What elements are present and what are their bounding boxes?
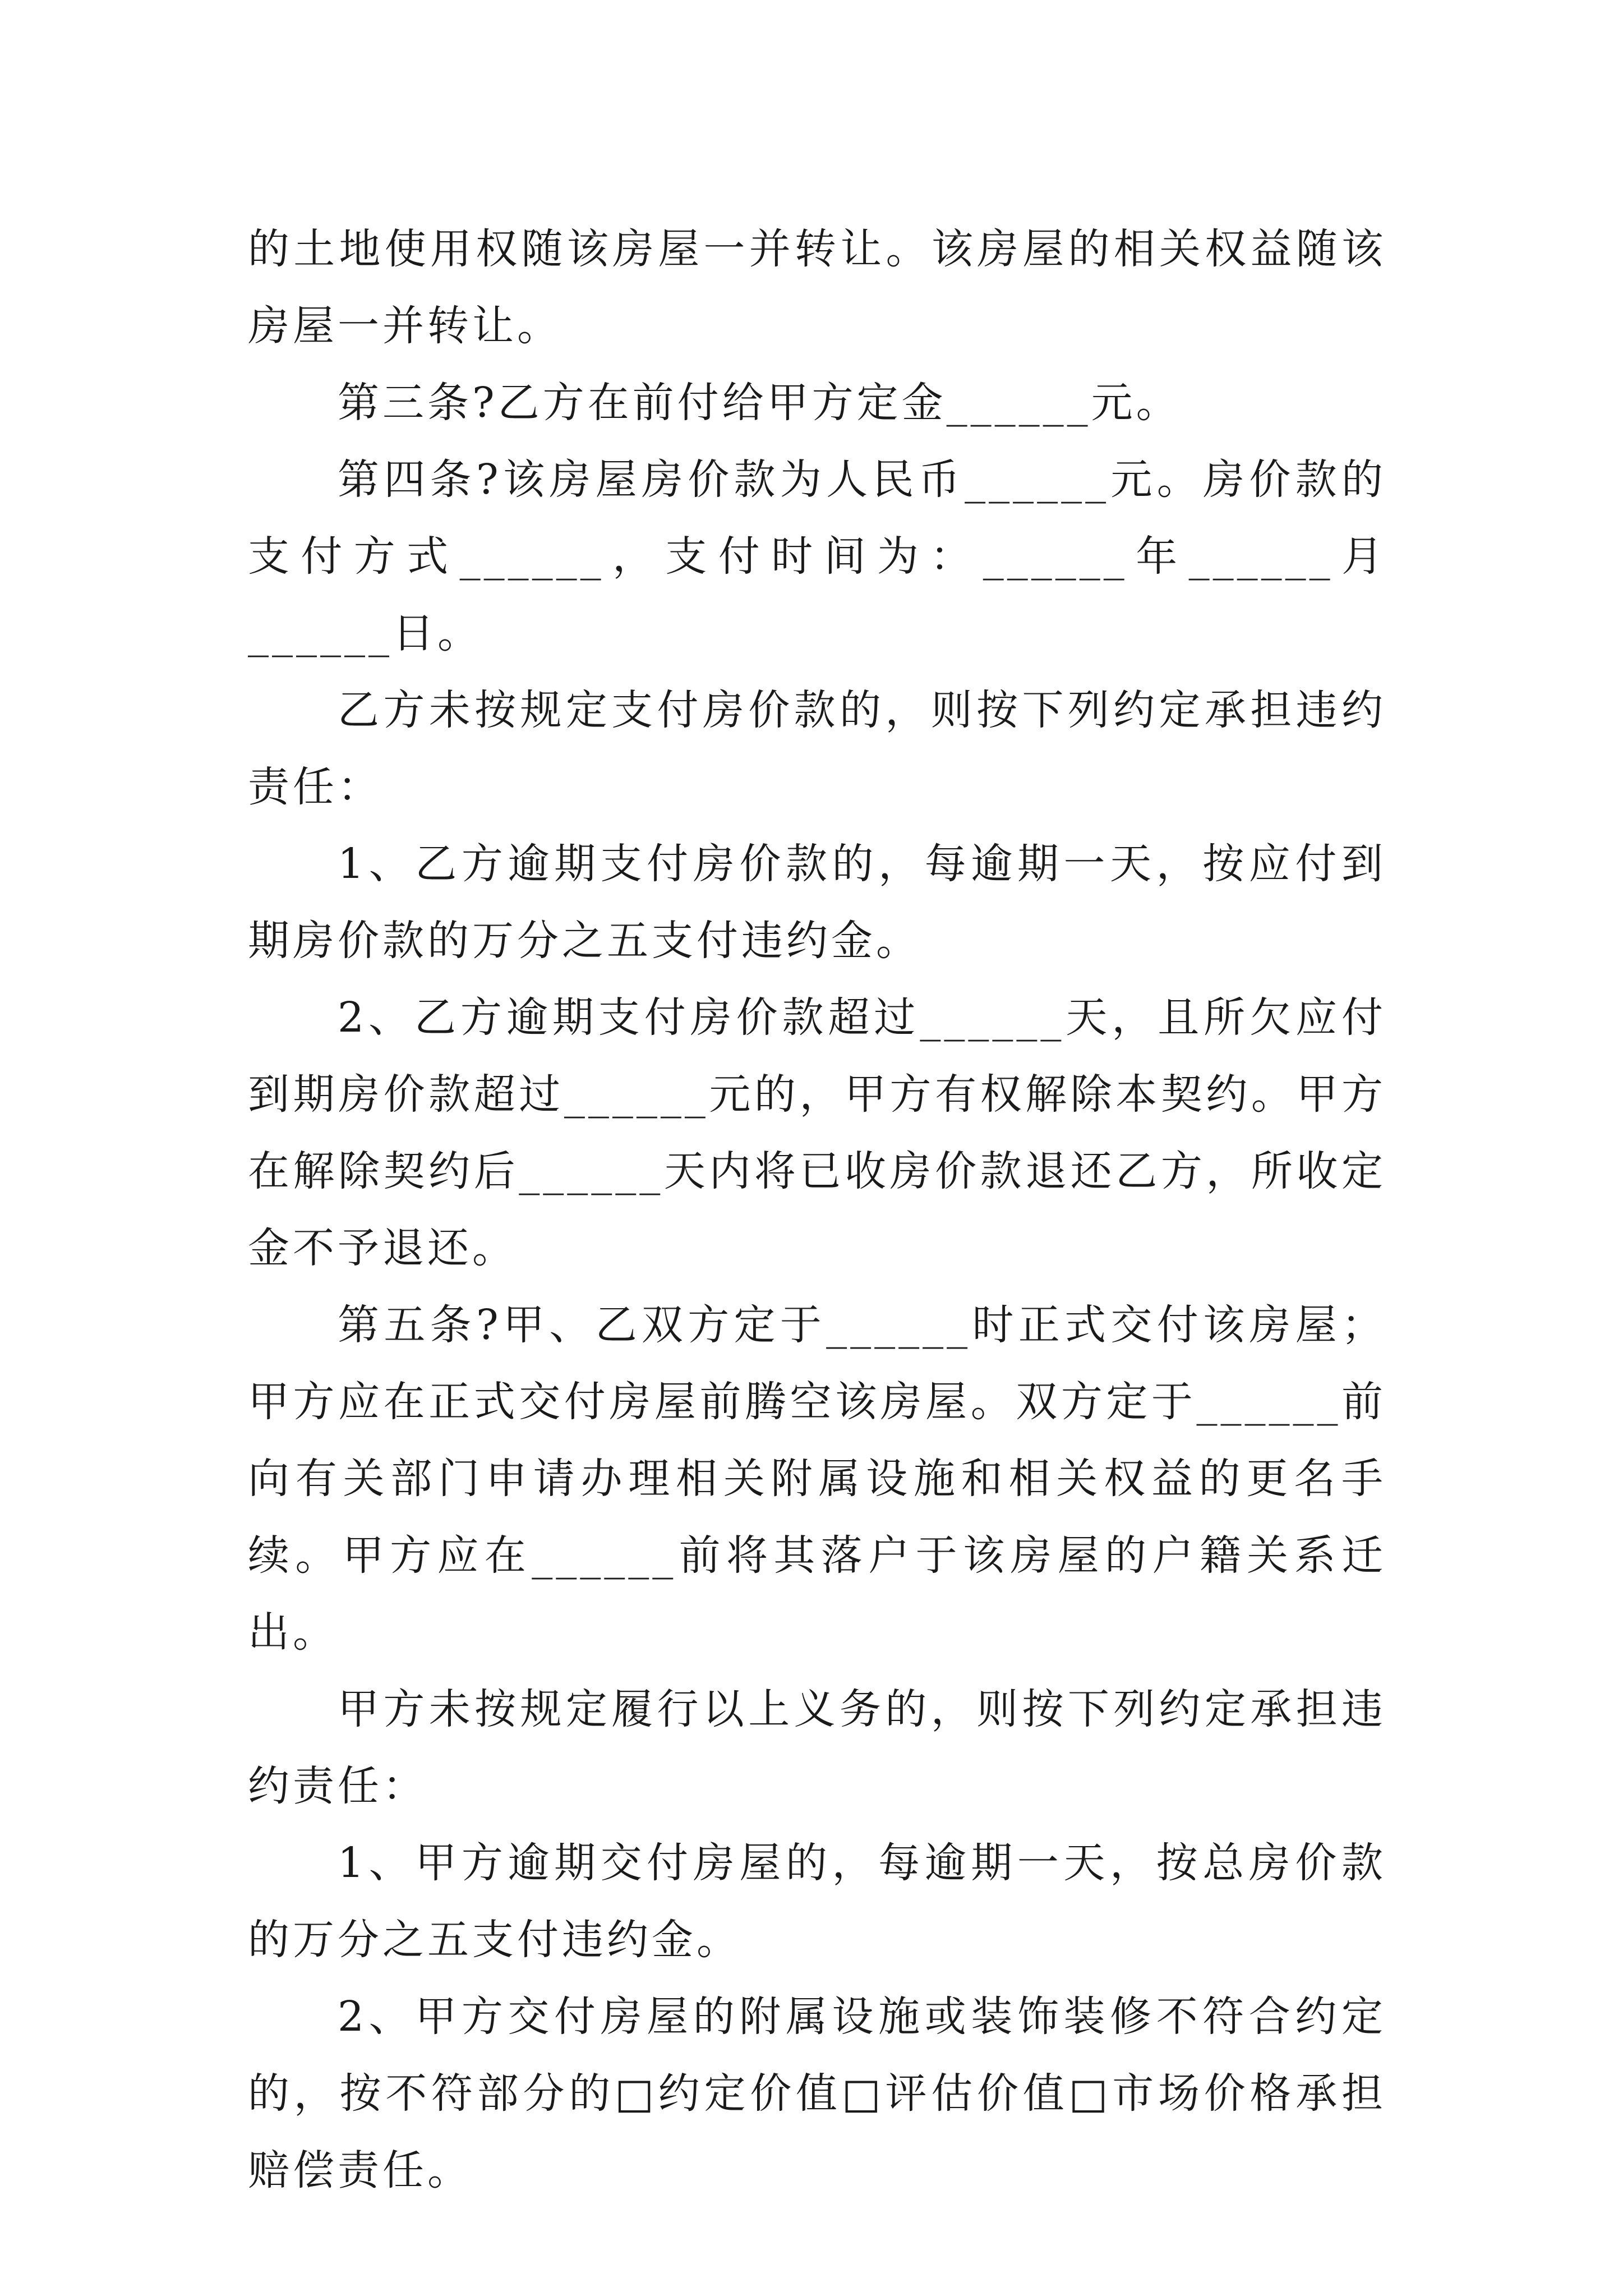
paragraph-buyer-breach-liability: 乙方未按规定支付房价款的，则按下列约定承担违约责任：: [248, 686, 1386, 811]
paragraph-buyer-overdue-termination: 2、乙方逾期支付房价款超过______天，且所欠应付到期房价款超过______元的，甲方有权解除本契约。甲方在解除契约后______天内将已收房价款退还乙方，所收定金不予退还。: [248, 993, 1386, 1272]
paragraph-article-3-deposit: 第三条?乙方在前付给甲方定金______元。: [338, 379, 1181, 427]
contract-body: [248, 211, 1386, 2209]
paragraph-article-4-price: 第四条?该房屋房价款为人民币______元。房价款的支付方式______，支付时间为：______年______月______日。: [248, 455, 1386, 657]
paragraph-land-use-transfer: 的土地使用权随该房屋一并转让。该房屋的相关权益随该房屋一并转让。: [248, 225, 1386, 350]
paragraph-seller-facilities-compensation: 2、甲方交付房屋的附属设施或装饰装修不符合约定的，按不符部分的□约定价值□评估价值□市场价格承担赔偿责任。: [248, 1993, 1386, 2194]
paragraph-article-5-delivery: 第五条?甲、乙双方定于______时正式交付该房屋；甲方应在正式交付房屋前腾空该房屋。双方定于______前向有关部门申请办理相关附属设施和相关权益的更名手续。甲方应在______前将其落户于该房屋的户籍关系迁出。: [248, 1301, 1386, 1657]
paragraph-buyer-late-payment: 1、乙方逾期支付房价款的，每逾期一天，按应付到期房价款的万分之五支付违约金。: [248, 840, 1386, 965]
paragraph-seller-late-delivery: 1、甲方逾期交付房屋的，每逾期一天，按总房价款的万分之五支付违约金。: [248, 1839, 1386, 1964]
paragraph-seller-breach-liability: 甲方未按规定履行以上义务的，则按下列约定承担违约责任：: [248, 1685, 1386, 1810]
